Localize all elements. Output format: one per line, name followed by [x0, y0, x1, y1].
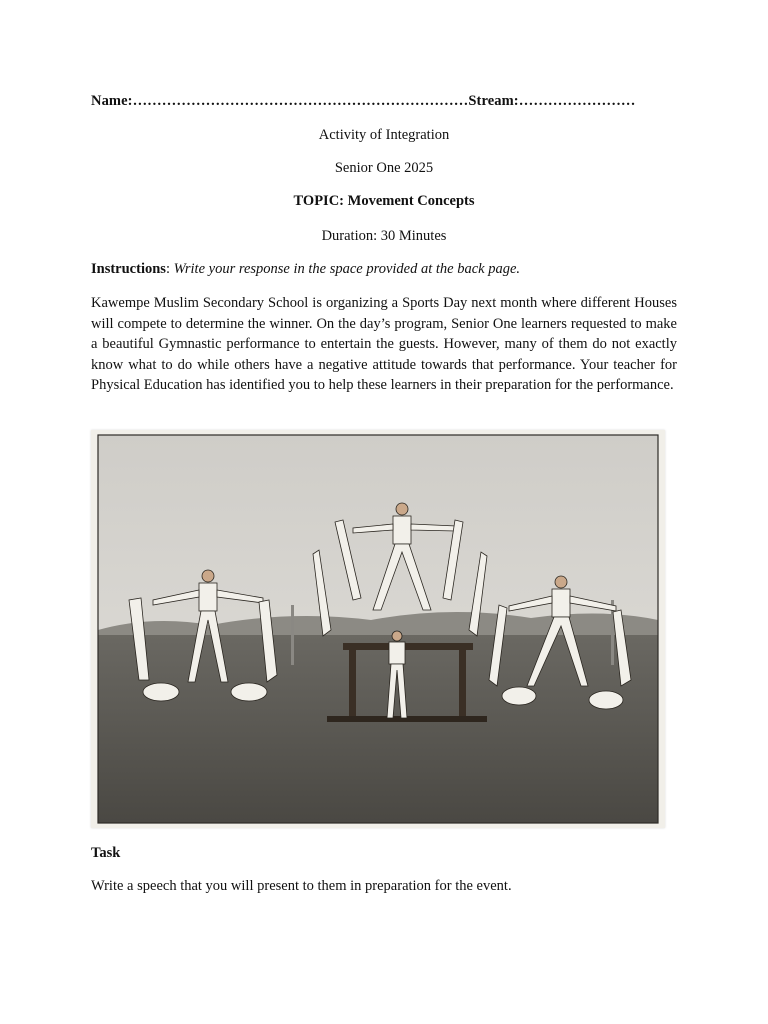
- name-stream-line: Name:……………………………………………………………Stream:……………………: [91, 93, 636, 109]
- instructions-text: Write your response in the space provided at the back page.: [173, 261, 521, 277]
- instructions-line: [91, 261, 677, 278]
- class-year: Senior One 2025: [334, 160, 434, 176]
- instructions-label: Instructions: [91, 261, 166, 277]
- scenario-paragraph: Kawempe Muslim Secondary School is organizing a Sports Day next month where different Houses will compete to determine the winner. On the day’s program, Senior One learners requested to make a beautiful Gymnastic performance to entertain the guests. However, many of them do not exactly know what to do while others have a negative attitude towards that performance. Your teacher for Physical Education has identified you to help these learners in their preparation for the performance.: [91, 295, 677, 394]
- duration-text: Duration: 30 Minutes: [321, 228, 447, 244]
- activity-title: Activity of Integration: [318, 127, 450, 143]
- gymnastics-photo-illustration: [91, 430, 665, 828]
- gymnastics-photo: [91, 430, 665, 828]
- task-text: Write a speech that you will present to them in preparation for the event.: [91, 878, 512, 894]
- topic-heading: TOPIC: Movement Concepts: [293, 193, 475, 209]
- instructions-separator: :: [165, 261, 174, 277]
- task-heading: Task: [91, 845, 121, 861]
